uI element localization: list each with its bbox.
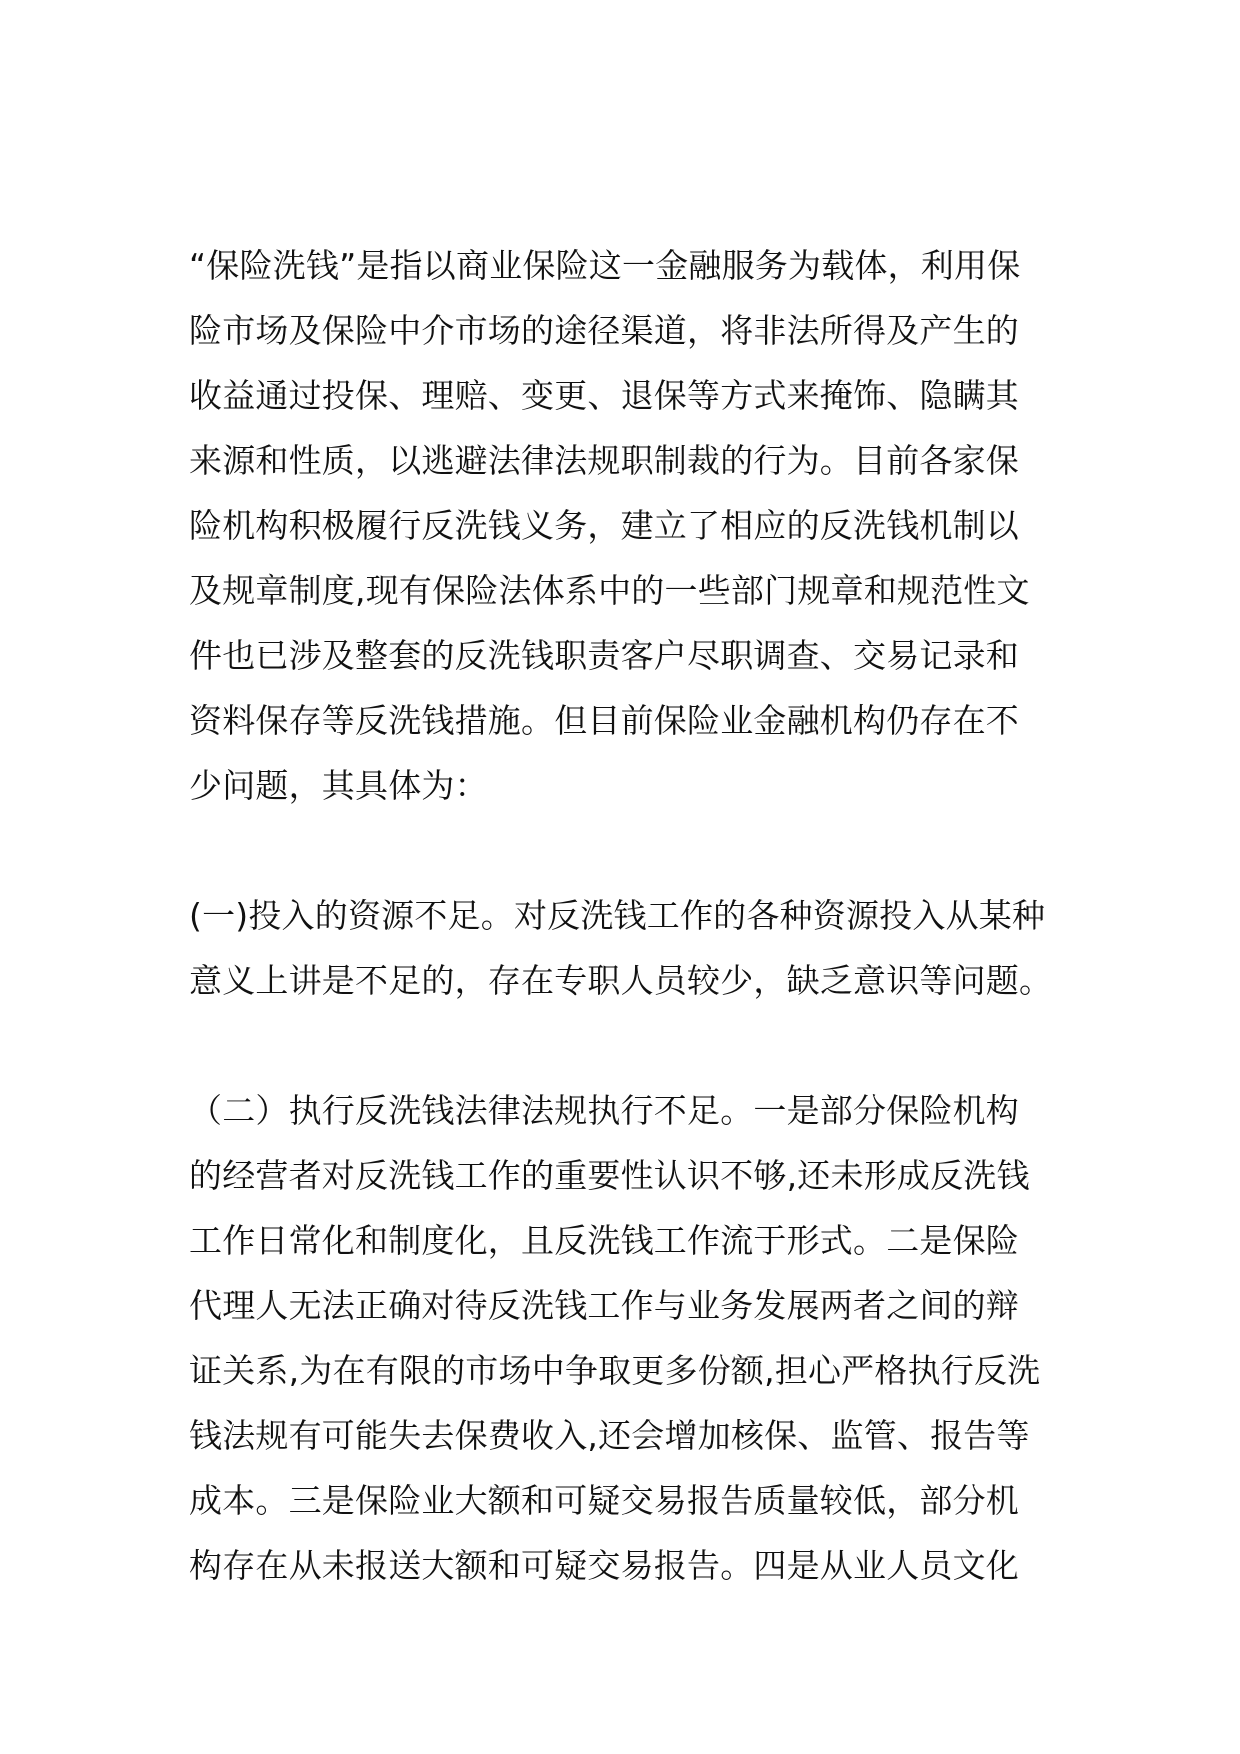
text-line: “保险洗钱”是指以商业保险这一金融服务为载体，利用保: [189, 246, 1021, 285]
text-line: 钱法规有可能失去保费收入,还会增加核保、监管、报告等: [189, 1416, 1030, 1455]
text-line: 险市场及保险中介市场的途径渠道，将非法所得及产生的: [189, 311, 1019, 350]
text-line: 构存在从未报送大额和可疑交易报告。四是从业人员文化: [189, 1546, 1019, 1585]
text-line: 收益通过投保、理赔、变更、退保等方式来掩饰、隐瞒其: [189, 376, 1019, 415]
text-line: 成本。三是保险业大额和可疑交易报告质量较低，部分机: [189, 1481, 1019, 1520]
text-line: 的经营者对反洗钱工作的重要性认识不够,还未形成反洗钱: [189, 1156, 1030, 1195]
text-line: 少问题，其具体为：: [189, 766, 488, 805]
text-line: 代理人无法正确对待反洗钱工作与业务发展两者之间的辩: [189, 1286, 1019, 1325]
text-line: 来源和性质，以逃避法律法规职制裁的行为。目前各家保: [189, 441, 1019, 480]
section-heading-line: (一)投入的资源不足。对反洗钱工作的各种资源投入从某种: [189, 896, 1046, 935]
text-line: 险机构积极履行反洗钱义务，建立了相应的反洗钱机制以: [189, 506, 1019, 545]
text-line: 工作日常化和制度化，且反洗钱工作流于形式。二是保险: [189, 1221, 1019, 1260]
text-line: 证关系,为在有限的市场中争取更多份额,担心严格执行反洗: [189, 1351, 1041, 1390]
text-line: 件也已涉及整套的反洗钱职责客户尽职调查、交易记录和: [189, 636, 1019, 675]
text-line: 意义上讲是不足的，存在专职人员较少，缺乏意识等问题。: [189, 961, 1053, 1000]
text-line: 及规章制度,现有保险法体系中的一些部门规章和规范性文: [189, 571, 1030, 610]
text-line: 资料保存等反洗钱措施。但目前保险业金融机构仍存在不: [189, 701, 1019, 740]
section-heading-line: （二）执行反洗钱法律法规执行不足。一是部分保险机构: [189, 1091, 1019, 1130]
